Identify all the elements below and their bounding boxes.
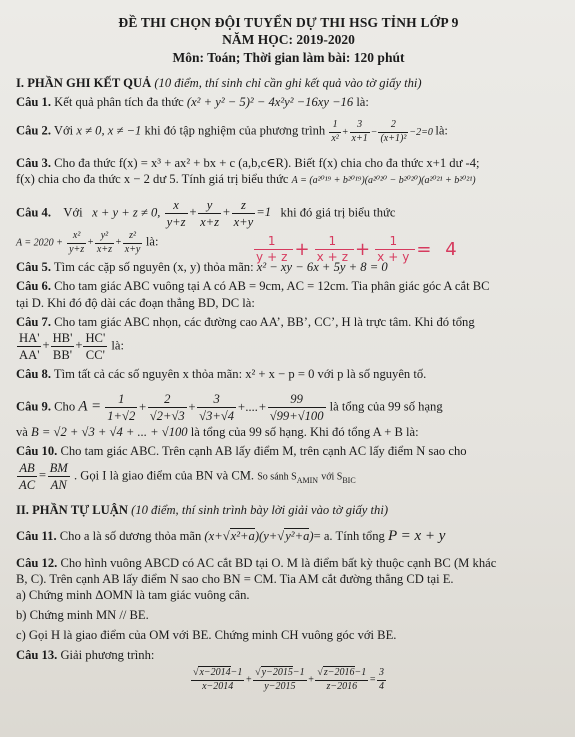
- handwritten-note: $\frac{1}{y+z}$ + $\frac{1}{x+z}$ + $\frac{1}{x+y}$ = 4: [256, 234, 461, 265]
- q9-expression: $\frac{1}{1+√2}$ + $\frac{2}{√2+√3}$ + $\frac{3}{√3+√4}$ +....+ $\frac{99}{√99+√100}$: [107, 392, 324, 424]
- q10-ratio: $\frac{AB}{AC}$ = $\frac{BM}{AN}$: [19, 460, 68, 492]
- q13-equation: $\frac{√x-2014-1}{x-2014}$ + $\frac{√y-2015-1}{y-2015}$ + $\frac{√z-2016-1}{z-2016}$ = $\frac{3}{4}$: [192, 666, 384, 692]
- question-13: Câu 13. Giải phương trình:: [16, 647, 155, 662]
- question-9: Câu 9. Cho A = $\frac{1}{1+√2}$ + $\frac{2}{√2+√3}$ + $\frac{3}{√3+√4}$ +....+ $\frac{99}{√99+√100}$ là tổng của 99 số hạng và B = √2 + √3 + √4 + ... + √100 là tổng của 99 số hạng. Khi đó tổng A + B là:: [16, 392, 443, 440]
- header-school-year: NĂM HỌC: 2019-2020: [222, 32, 355, 48]
- exam-header: [16, 14, 561, 66]
- q4-equation: $\frac{x}{y+z}$ + $\frac{y}{x+z}$ + $\frac{z}{x+y}$ =1: [166, 197, 275, 229]
- part2-heading: II. PHẦN TỰ LUẬN (10 điểm, thí sinh trình bày lời giải vào tờ giấy thi): [16, 502, 389, 517]
- q2-equation: $\frac{1}{\text{x²}}$ + $\frac{3}{x+1}$ − $\frac{2}{\text{(x+1)²}}$ −2=0: [331, 119, 436, 144]
- question-1: Câu 1. Kết quả phân tích đa thức (x² + y² − 5)² − 4x²y² −16xy −16 là:: [16, 94, 369, 109]
- header-title: ĐỀ THI CHỌN ĐỘI TUYỂN DỰ THI HSG TỈNH LỚP 9: [118, 15, 459, 30]
- question-4: Câu 4. Với x + y + z ≠ 0, $\frac{x}{y+z}$ + $\frac{y}{x+z}$ + $\frac{z}{x+y}$ =1 khi đó giá trị biểu thức A = 2020 + $\frac{\text{x²}}{y+z}$ + $\frac{\text{y²}}{x+z}$ + $\frac{\text{z²}}{x+y}$ là:: [16, 197, 396, 255]
- question-7: Câu 7. Cho tam giác ABC nhọn, các đường cao AA’, BB’, CC’, H là trực tâm. Khi đó tổng $\frac{HA'}{AA'}$ + $\frac{HB'}{BB'}$ + $\frac{HC'}{CC'}$ là:: [16, 314, 475, 362]
- question-5: Câu 5. Tìm các cặp số nguyên (x, y) thỏa mãn: x² − xy − 6x + 5y + 8 = 0: [16, 260, 388, 275]
- part1-heading: I. PHẦN GHI KẾT QUẢ (10 điểm, thí sinh chỉ cần ghi kết quả vào tờ giấy thi): [16, 75, 422, 90]
- q11-expression: (x+√x²+a)(y+√y²+a): [204, 528, 314, 543]
- question-11: Câu 11. Cho a là số dương thỏa mãn (x+√x²+a)(y+√y²+a)= a. Tính tổng P = x + y: [16, 527, 446, 544]
- header-subject: Môn: Toán; Thời gian làm bài: 120 phút: [172, 49, 405, 65]
- q7-expression: $\frac{HA'}{AA'}$ + $\frac{HB'}{BB'}$ + $\frac{HC'}{CC'}$: [19, 330, 106, 362]
- q4-expression: $\frac{\text{x²}}{y+z}$ + $\frac{\text{y²}}{x+z}$ + $\frac{\text{z²}}{x+y}$: [69, 229, 141, 255]
- question-12: Câu 12. Cho hình vuông ABCD có AC cắt BD tại O. M là điểm bất kỳ thuộc cạnh BC (M khác B, C). Trên cạnh AB lấy điểm N sao cho BN = CM. Tia AM cắt đường thẳng CD tại E. a) Chứng minh ΔOMN là tam giác vuông cân. b) Chứng minh MN // BE. c) Gọi H là giao điểm của OM với BE. Chứng minh CH vuông góc với BE.: [16, 556, 497, 643]
- question-8: Câu 8. Tìm tất cả các số nguyên x thỏa mãn: x² + x − p = 0 với p là số nguyên tố.: [16, 366, 427, 381]
- question-10: Câu 10. Cho tam giác ABC. Trên cạnh AB lấy điểm M, trên cạnh AC lấy điểm N sao cho $\frac{AB}{AC}$ = $\frac{BM}{AN}$ . Gọi I là giao điểm của BN và CM. So sánh $S_{AMIN}$ với $S_{BIC}$: [16, 444, 467, 492]
- question-6: Câu 6. Cho tam giác ABC vuông tại A có AB = 9cm, AC = 12cm. Tia phân giác góc A cắt BC tại D. Khi đó độ dài các đoạn thẳng BD, DC là:: [16, 279, 490, 310]
- question-3: Câu 3. Cho đa thức f(x) = x³ + ax² + bx + c (a,b,c∈R). Biết f(x) chia cho đa thức x+1 dư -4; f(x) chia cho đa thức x − 2 dư 5. Tính giá trị biểu thức A = (a²⁰¹⁹ + b²⁰¹⁹)(a²⁰²⁰ − b²⁰²⁰)(a²⁰²¹ + b²⁰²¹): [16, 155, 480, 186]
- question-2: Câu 2. Với x ≠ 0, x ≠ −1 khi đó tập nghiệm của phương trình $\frac{1}{\text{x²}}$ + $\frac{3}{x+1}$ − $\frac{2}{\text{(x+1)²}}$ −2=0 là:: [16, 119, 448, 144]
